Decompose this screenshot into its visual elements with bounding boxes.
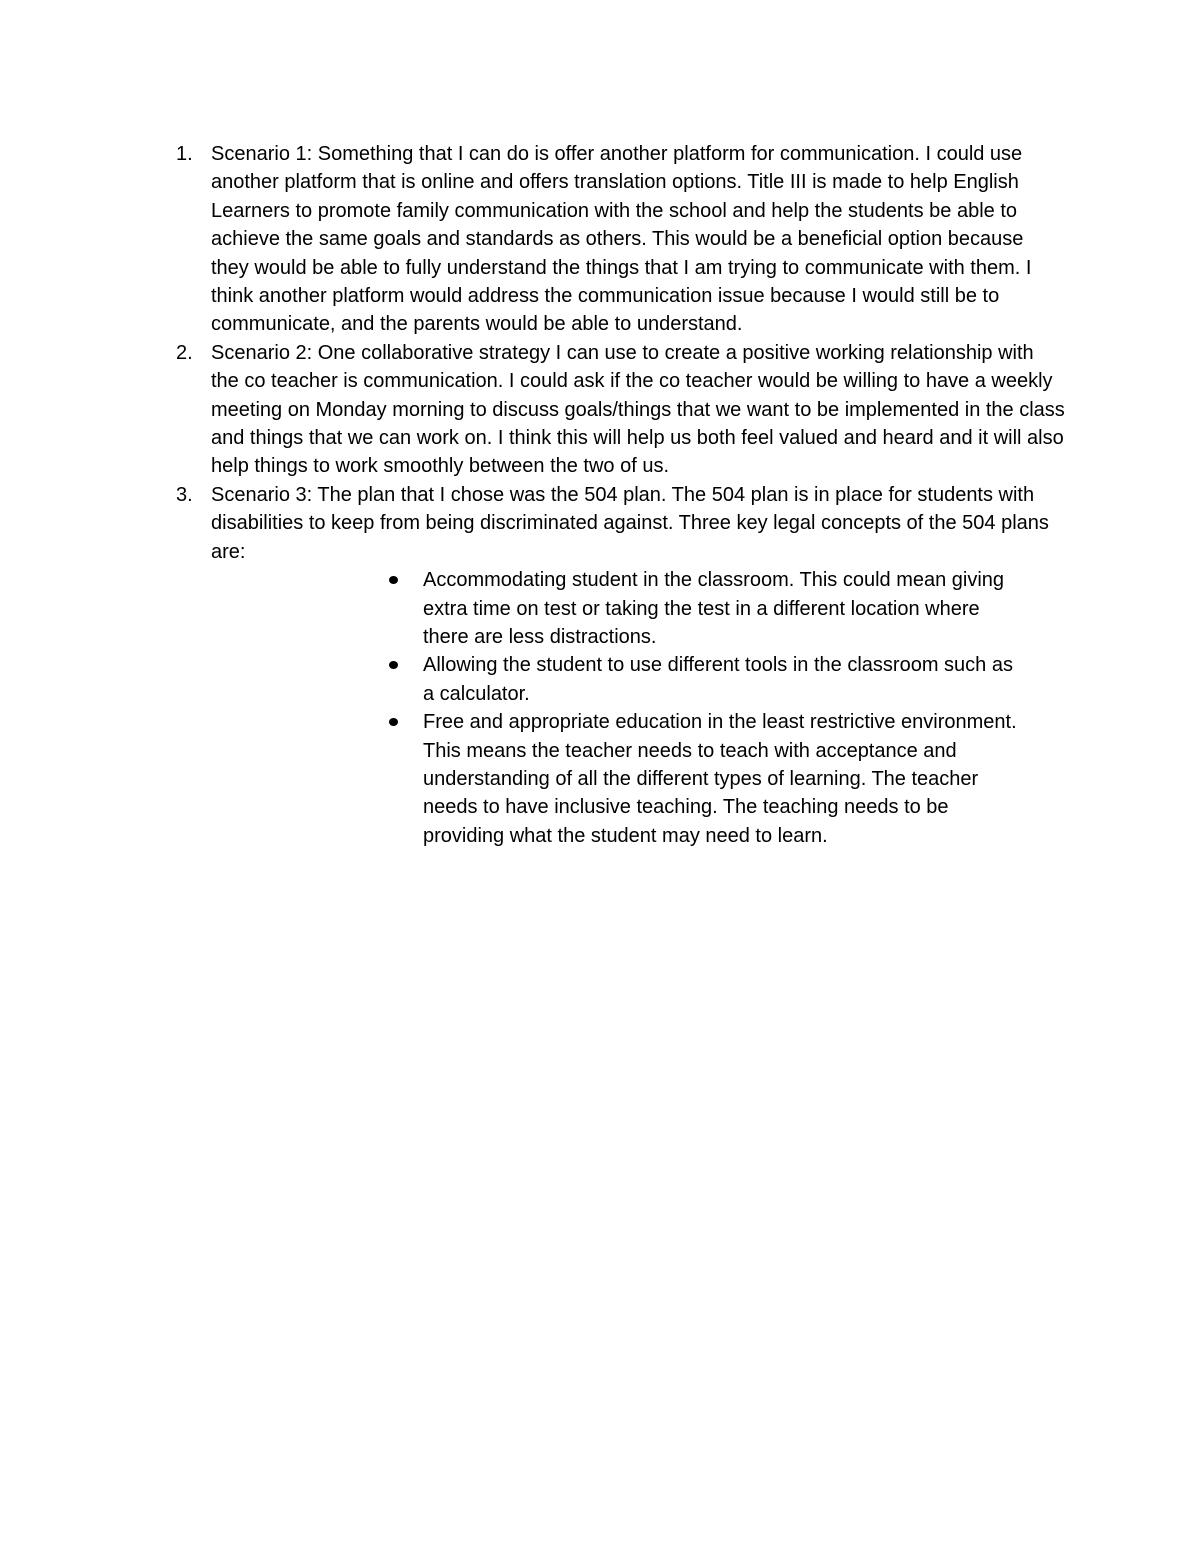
list-number: 2.: [176, 341, 193, 364]
bullet-item-education: [423, 708, 1023, 850]
bullet-dot-icon: [389, 718, 398, 726]
bullet-item-accommodating: [423, 566, 1023, 651]
numbered-list: [166, 140, 1066, 850]
bullet-dot-icon: [389, 576, 398, 584]
bullet-list: [423, 566, 1023, 850]
bullet-dot-icon: [389, 661, 398, 669]
bullet-text: Free and appropriate education in the least restrictive environment. This means the teacher needs to teach with acceptance and understanding of all the different types of learning. The teacher needs to have inclusive teaching. The teaching needs to be providing what the student may need to learn.: [423, 711, 1017, 847]
bullet-item-tools: [423, 651, 1023, 708]
bullet-text: Allowing the student to use different tools in the classroom such as a calculator.: [423, 654, 1013, 705]
list-item-scenario-1: [166, 140, 1066, 339]
bullet-text: Accommodating student in the classroom. This could mean giving extra time on test or taking the test in a different location where there are less distractions.: [423, 569, 1005, 648]
list-item-text: Scenario 1: Something that I can do is offer another platform for communication. I could use another platform that is online and offers translation options. Title III is made to help English Learners to promote family communication with the school and help the students be able to achieve the same goals and standards as others. This would be a beneficial option because they would be able to fully understand the things that I am trying to communicate with them. I think another platform would address the communication issue because I would still be to communicate, and the parents would be able to understand.: [211, 143, 1032, 336]
list-item-text: Scenario 2: One collaborative strategy I can use to create a positive working relationship with the co teacher is communication. I could ask if the co teacher would be willing to have a weekly meeting on Monday morning to discuss goals/things that we want to be implemented in the class and things that we can work on. I think this will help us both feel valued and heard and it will also help things to work smoothly between the two of us.: [211, 341, 1065, 478]
list-item-scenario-2: [166, 339, 1066, 481]
list-number: 1.: [176, 143, 193, 165]
list-number: 3.: [176, 483, 193, 506]
list-item-scenario-3: [166, 481, 1066, 566]
list-item-text: Scenario 3: The plan that I chose was the 504 plan. The 504 plan is in place for students with disabilities to keep from being discriminated against. Three key legal concepts of the 504 plans are:: [211, 483, 1049, 563]
